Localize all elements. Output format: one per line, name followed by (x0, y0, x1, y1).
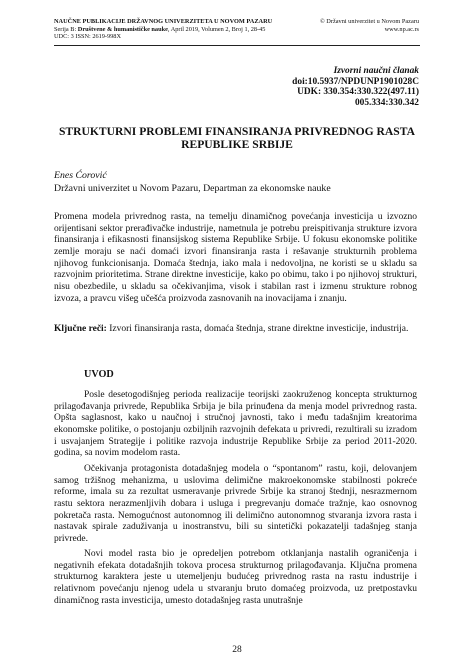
journal-series: Društvene & humanističke nauke (77, 25, 168, 33)
keywords-text: Izvori finansiranja rasta, domaća štednja, strane direktne investicije, industrija. (106, 324, 409, 334)
section-heading: UVOD (84, 369, 114, 380)
article-doi[interactable]: doi:10.5937/NPDUNP1901028C (292, 76, 419, 87)
article-type: Izvorni naučni članak (333, 66, 419, 76)
abstract: Promena modela privrednog rasta, na temelju dinamičnog povećanja investicija u izvozno orijentisani sektor prerađivačke industrije, nametnula je potrebu preispitivanja strukture izvora finansiranja i efikasnosti finansijskog sistema Republike Srbije. U fokusu ekonomske politike zemlje moraju se naći domaći izvori finansiranja rasta i rešavanje strukturnih problema njihovog funkcionisanja. Domaća štednja, iako mala i nedovoljna, ne koristi se u skladu sa razvojnim prioritetima. Strane direktne investicije, kako po obimu, tako i po njihovoj strukturi, nisu obezbedile, u skladu sa očekivanjima, visok i stabilan rast i izmenu strukture robnog izvoza, a pravcu višeg učešća proizvoda zasnovanih na inovacijama i znanju. (54, 212, 417, 304)
author-name: Enes Ćorović (54, 170, 107, 181)
keywords-label: Ključne reči: (54, 324, 107, 334)
article-udk-continued: 005.334:330.342 (354, 97, 419, 108)
body-paragraph: Očekivanja protagonista dotadašnjeg modela o “spontanom” rastu, koji, delovanjem samog tržišnog mehanizma, u uslovima delimične makroekonomske stabilnosti pokreće reforme, imala su za rezultat usmeravanje privrede Srbije ka stranoj štednji, nesrazmernom rastu sektora nerazmenljivih dobara i usluga i pregrevanju domaće tražnje, kao osnovnog pokretača rasta. Nemogućnost autonomnog ili delimično autonomnog stvaranja izvora rasta i nastavak spirale zaduživanja u inostranstvu, bili su sintetički pokazatelji tadašnjeg stanja privrede. (54, 464, 417, 544)
journal-name: NAUČNE PUBLIKACIJE DRŽAVNOG UNIVERZITETA U NOVOM PAZARU (54, 18, 273, 25)
article-meta (292, 66, 419, 108)
copyright-notice: © Državni univerzitet u Novom Pazaru (319, 18, 419, 25)
page-number: 28 (232, 645, 242, 655)
header-divider (54, 45, 420, 46)
keywords (54, 324, 417, 336)
author-affiliation: Državni univerzitet u Novom Pazaru, Departman za ekonomske nauke (54, 183, 331, 194)
journal-header-right (320, 18, 419, 33)
journal-header (54, 18, 272, 41)
body-paragraph: Posle desetogodišnjeg perioda realizacije teorijski zaokruženog koncepta strukturnog prilagođavanja privrede, Republika Srbija je bila prinuđena da menja model privrednog rasta. Opšta saglasnost, kako u naučnoj i stručnoj javnosti, tako i među tadašnjim kreatorima ekonomske politike, o postojanju ozbiljnih razvojnih defekata u privredi, rezultirali su izradom i usvajanjem Strategije i politike razvoja industrije Republike Srbije za period 2011-2020. godina, sa novim modelom rasta. (54, 390, 417, 459)
journal-issue: Serija B: Društvene & humanističke nauke, April 2019, Volumen 2, Broj 1, 28-45 (54, 25, 266, 33)
article-udk: UDK: 330.354:330.322(497.11) (297, 87, 419, 98)
journal-website-link[interactable]: www.np.ac.rs (384, 25, 419, 33)
article-title: STRUKTURNI PROBLEMI FINANSIRANJA PRIVREDNOG RASTA REPUBLIKE SRBIJE (58, 125, 415, 151)
journal-issn: UDC: 3 ISSN: 2619-998X (54, 33, 121, 41)
body-paragraph: Novi model rasta bio je opredeljen potrebom otklanjanja nastalih ograničenja i negativnih efekata dotadašnjih tokova procesa strukturnog prilagođavanja. Ključna promena strukturnog karaktera jeste u utemeljenju budućeg privrednog rasta na rastu industrije i relativnom povećanju njenog udela u stvaranju bruto domaćeg proizvoda, uz pretpostavku dinamičnog rasta investicija, umesto dotadašnjeg rasta unutrašnje (54, 549, 417, 606)
